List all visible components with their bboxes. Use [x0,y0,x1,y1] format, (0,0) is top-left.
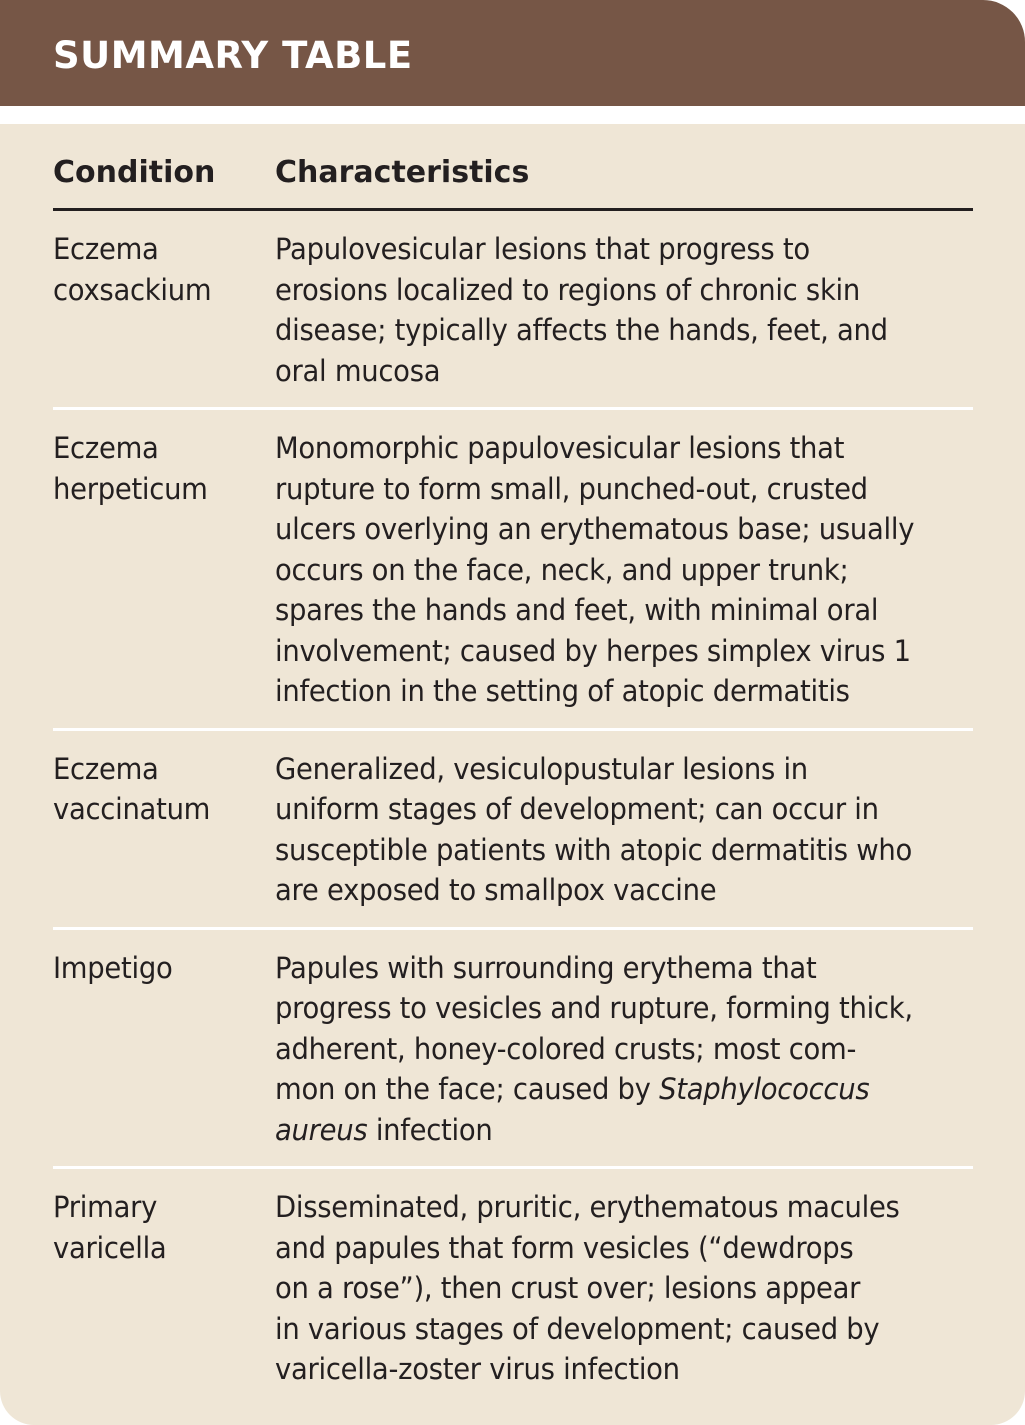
text: infection in the setting of atopic dermatitis [275,674,850,708]
condition-cell [53,1187,275,1390]
italic-text: aureus [275,1112,368,1147]
text: mon on the face; caused by [275,1072,660,1106]
text: ulcers overlying an erythematous base; usually [275,512,915,546]
divider [0,106,1025,124]
text: susceptible patients with atopic dermatitis who [275,832,913,867]
text: disease; typically affects the hands, feet, and [275,313,888,347]
condition-text: Eczema [53,751,159,786]
text: Papules with surrounding erythema that [275,950,817,985]
text: infection [367,1112,493,1147]
condition-cell [53,948,275,1151]
characteristics-cell [275,229,934,391]
text: on a rose”), then crust over; lesions appear [275,1271,861,1305]
table-row [53,1169,973,1406]
text: involvement; caused by herpes simplex virus 1 [275,633,911,668]
table-title: SUMMARY TABLE [0,0,1025,106]
characteristics-line [275,1069,913,1110]
characteristics-line [275,469,914,510]
characteristics-line [275,631,914,672]
condition-cell [53,428,275,712]
table-row [53,731,973,930]
condition-text: vaccinatum [53,792,211,826]
characteristics-cell [275,749,960,911]
condition-text: coxsackium [53,272,212,307]
characteristics-line [275,428,914,469]
table-row [53,410,973,731]
characteristics-cell [275,948,961,1151]
text: adherent, honey-colored crusts; most com- [275,1031,857,1066]
characteristics-line [275,1309,900,1350]
characteristics-line [275,749,912,790]
summary-table [53,124,973,1406]
table-header [53,124,973,211]
text: Papulovesicular lesions that progress to [275,232,810,266]
characteristics-line [275,1110,913,1151]
characteristics-line [275,1349,900,1390]
characteristics-line [275,270,888,311]
table-row [53,930,973,1170]
characteristics-line [275,948,913,989]
text: uniform stages of development; can occur in [275,792,879,826]
condition-cell [53,749,275,911]
characteristics-line [275,1029,913,1070]
table-body [53,211,973,1406]
text: and papules that form vesicles (“dewdrops [275,1230,854,1265]
table-row [53,211,973,410]
characteristics-line [275,789,912,830]
characteristics-cell [275,428,962,712]
characteristics-line [275,351,888,392]
text: Monomorphic papulovesicular lesions that [275,431,845,465]
condition-text: varicella [53,1230,167,1265]
text: in various stages of development; caused by [275,1311,880,1346]
text: occurs on the face, neck, and upper trunk; [275,552,849,587]
text: varicella-zoster virus infection [275,1352,680,1386]
characteristics-line [275,1268,900,1309]
characteristics-line [275,550,914,591]
italic-text: Staphylococcus [659,1072,870,1106]
characteristics-line [275,830,912,871]
text: erosions localized to regions of chronic skin [275,272,861,307]
characteristics-line [275,509,914,550]
characteristics-line [275,1187,900,1228]
characteristics-cell [275,1187,947,1390]
column-header-condition: Condition [53,155,216,190]
characteristics-line [275,870,912,911]
characteristics-line [275,310,888,351]
condition-text: Primary [53,1190,158,1224]
characteristics-line [275,590,914,631]
text: oral mucosa [275,353,441,388]
characteristics-line [275,671,914,712]
text: Disseminated, pruritic, erythematous macules [275,1190,900,1224]
characteristics-line [275,988,913,1029]
condition-text: Eczema [53,431,159,465]
condition-text: Impetigo [53,950,173,985]
text: Generalized, vesiculopustular lesions in [275,751,808,786]
condition-cell [53,229,275,391]
text: are exposed to smallpox vaccine [275,873,717,907]
characteristics-line [275,229,888,270]
characteristics-line [275,1228,900,1269]
condition-text: Eczema [53,232,159,266]
text: progress to vesicles and rupture, forming thick, [275,991,913,1025]
text: spares the hands and feet, with minimal oral [275,593,879,627]
text: rupture to form small, punched-out, crusted [275,471,868,506]
column-header-characteristics: Characteristics [275,155,530,190]
condition-text: herpeticum [53,471,208,506]
